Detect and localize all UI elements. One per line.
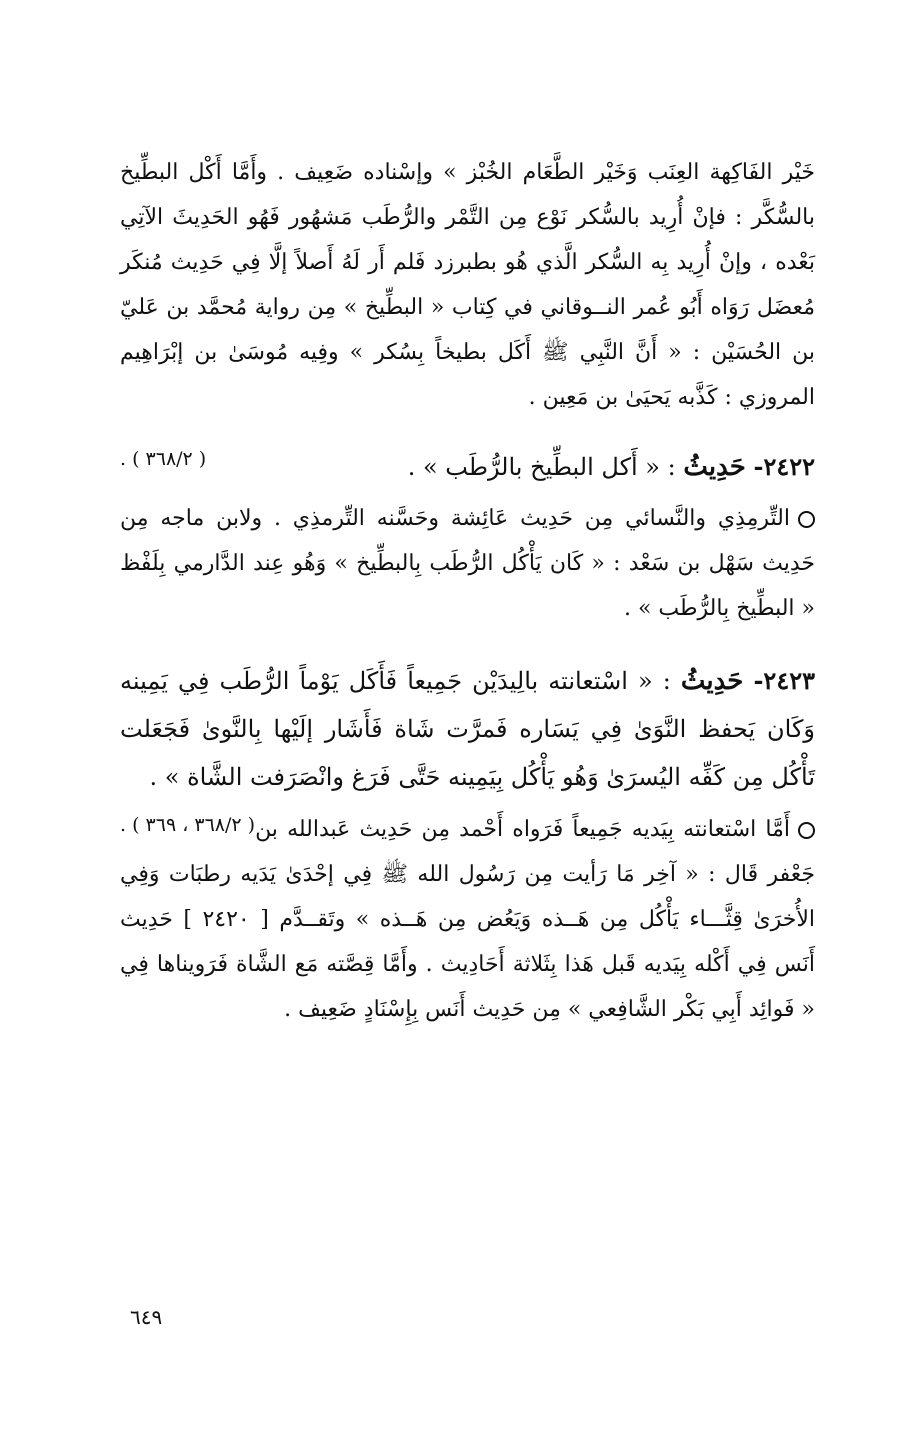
hadith-text: : « اسْتعانته بالِيدَيْن جَمِيعاً فَأَكَل يَوْماً الرُّطَب فِي يَمِينه وَكَان يَحفظ النَّوَىٰ فِي يَسَاره فَمرَّت شَاة فَأَشَار إلَيْها بِالنَّوىٰ فَجَعَلت تَأْكُل مِن كَفِّه اليُسرَىٰ وَهُو يَأْكُل بِيَمِينه حَتَّى فَرَغ وانْصَرَفت الشَّاة » .: [120, 667, 815, 791]
hadith-keyword: حَدِيثُ: [683, 452, 746, 482]
hadith-number: ٢٤٢٣-: [753, 666, 815, 695]
hadith-keyword: حَدِيثُ: [680, 666, 744, 696]
commentary-text: التِّرمِذِي والنَّسائي مِن حَدِيث عَائِشة وحَسَّنه التِّرمذِي . ولابن ماجه مِن حَدِيث سَهْل بن سَعْد : « كَان يَأْكُل الرُّطَب بِالبطِّيخ » وَهُو عِند الدَّارمي بِلَفْظ « البطِّيخ بِالرُّطَب » .: [120, 506, 815, 621]
circle-bullet-icon: [798, 822, 815, 839]
page-number: ٦٤٩: [130, 1305, 163, 1329]
circle-bullet-icon: [798, 511, 815, 528]
page-body: [120, 150, 815, 1032]
hadith-entry-2423: [120, 657, 815, 1032]
hadith-commentary: [120, 807, 815, 1032]
hadith-number: ٢٤٢٢-: [753, 452, 815, 481]
hadith-heading: [120, 657, 815, 836]
hadith-text: : « أَكل البطِّيخ بالرُّطَب » .: [407, 453, 676, 481]
hadith-reference: ( ٣٦٨/٢ ) .: [120, 448, 207, 470]
hadith-entry-2422: [120, 444, 815, 631]
commentary-text: أَمَّا اسْتعانته بِيَديه جَمِيعاً فَرَواه أَحْمد مِن حَدِيث عَبدالله بن جَعْفر قَال : « آخِر مَا رَأيت مِن رَسُول الله ﷺ فِي إحْدَىٰ يَدَيه رطبَات وَفِي الأُخرَىٰ قِثَّـــاء يَأْكُل مِن هَــذه وَيَعُض مِن هَــذه » وتَقــدَّم [ ٢٤٢٠ ] حَدِيث أَنَس فِي أَكْله بِيَديه قَبل هَذا بِثَلاثة أَحَادِيث . وأَمَّا قِصَّته مَع الشَّاة فَرَويناها فِي « فَوائِد أَبِي بَكْر الشَّافِعي » مِن حَدِيث أَنَس بِإِسْنَادٍ ضَعِيف .: [120, 817, 815, 1022]
intro-paragraph: خَيْر الفَاكِهة العِنَب وَخَيْر الطَّعَام الخُبْز » وإسْناده ضَعِيف . وأَمَّا أَكْل البطِّيخ بالسُّكَّر : فإنْ أُرِيد بالسُّكر نَوْع مِن التَّمْر والرُّطَب مَشهُور فَهُو الحَدِيثَ الآتِي بَعْده ، وإنْ أُرِيد بِه السُّكر الَّذي هُو بطبرزد فَلم أَر لَهُ أَصلاً إلَّا فِي حَدِيث مُنكَر مُعضَل رَوَاه أَبُو عُمر النــوقاني في كِتاب « البطِّيخ » مِن رواية مُحمَّد بن عَليّ بن الحُسَيْن : « أَنَّ النَّبِي ﷺ أَكَل بطيخاً بِسُكر » وفِيه مُوسَىٰ بن إبْرَاهِيم المروزي : كَذَّبه يَحيَىٰ بن مَعِين .: [120, 160, 815, 410]
hadith-reference: ( ٣٦٨/٢ ، ٣٦٩ ) .: [120, 814, 256, 836]
hadith-commentary: [120, 496, 815, 631]
hadith-heading: [120, 444, 815, 490]
